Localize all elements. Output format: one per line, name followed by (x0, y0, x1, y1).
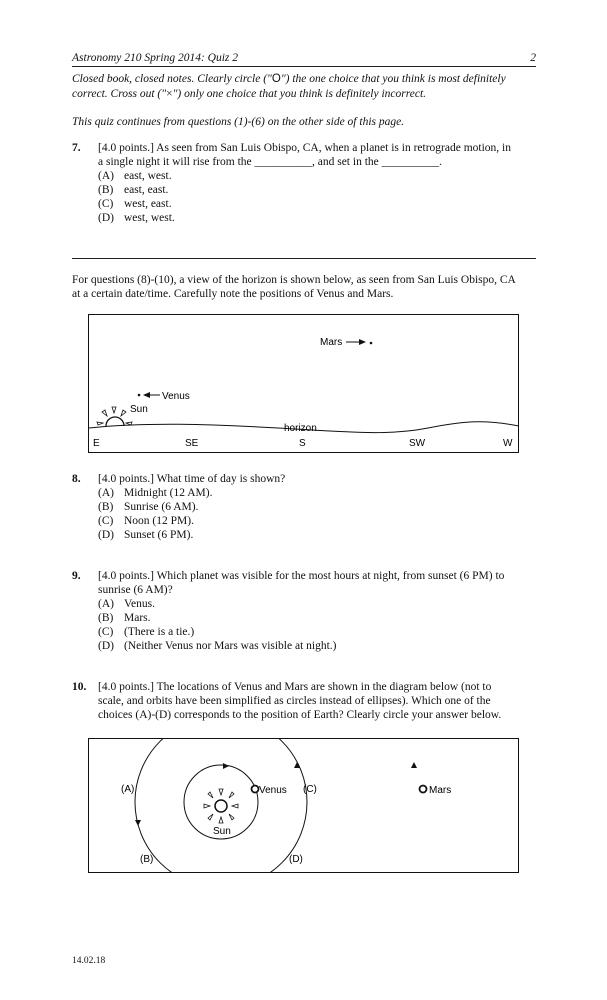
direction-w: W (503, 438, 513, 449)
question-number: 9. (72, 570, 81, 582)
mars-label: Mars (320, 337, 343, 348)
option-label: (C) (98, 626, 114, 638)
instr-text: Closed book, closed notes. Clearly circle (" (72, 73, 272, 85)
sun-label: Sun (130, 404, 148, 415)
diagram-frame (89, 739, 519, 873)
instructions-line-2 (72, 87, 542, 102)
venus-dot (138, 394, 141, 397)
option-text: Sunset (6 PM). (124, 529, 194, 541)
option-label: (B) (98, 501, 114, 513)
option-c[interactable] (98, 514, 542, 528)
option-label: (C) (98, 198, 114, 210)
continuation-note: This quiz continues from questions (1)-(6) on the other side of this page. (72, 116, 405, 128)
cross-symbol: × (166, 88, 173, 100)
instr-text: correct. Cross out (" (72, 88, 167, 100)
option-text: (There is a tie.) (124, 626, 195, 638)
option-label: (A) (98, 598, 114, 610)
venus-label: Venus (259, 785, 287, 796)
section-divider (72, 258, 536, 259)
option-text: east, west. (124, 170, 172, 182)
question-line: choices (A)-(D) corresponds to the position of Earth? Clearly circle your answer below. (98, 709, 502, 721)
page-header (72, 52, 536, 67)
option-b[interactable] (98, 611, 542, 625)
option-label: (C) (98, 515, 114, 527)
question-9 (72, 569, 542, 653)
direction-sw: SW (409, 438, 426, 449)
intro-line: at a certain date/time. Carefully note the positions of Venus and Mars. (72, 288, 394, 300)
option-text: Midnight (12 AM). (124, 487, 213, 499)
venus-label: Venus (162, 391, 190, 402)
direction-se: SE (185, 438, 199, 449)
option-label: (D) (98, 529, 114, 541)
question-10 (72, 680, 542, 722)
venus-planet (252, 786, 259, 793)
mars-orbit-arrow (411, 762, 417, 768)
question-text (98, 680, 542, 722)
sun-label: Sun (213, 826, 231, 837)
horizon-diagram (88, 314, 520, 454)
question-number: 7. (72, 142, 81, 154)
option-text: Venus. (124, 598, 155, 610)
option-a[interactable] (98, 486, 542, 500)
option-label: (A) (98, 487, 114, 499)
option-b[interactable] (98, 500, 542, 514)
option-label: (A) (98, 170, 114, 182)
question-text (98, 569, 542, 597)
direction-s: S (299, 438, 306, 449)
option-d[interactable] (98, 528, 542, 542)
sun-icon (204, 789, 238, 823)
question-line: [4.0 points.] The locations of Venus and Mars are shown in the diagram below (not to (98, 681, 492, 693)
mars-arrowhead (359, 339, 366, 345)
choice-d-label[interactable]: (D) (289, 854, 303, 865)
option-c[interactable] (98, 197, 542, 211)
mars-planet (420, 786, 427, 793)
intro-questions-8-10 (72, 273, 542, 301)
circle-symbol: O (271, 73, 281, 85)
question-line: scale, and orbits have been simplified as circles instead of ellipses). Which one of the (98, 695, 491, 707)
option-text: (Neither Venus nor Mars was visible at night.) (124, 640, 337, 652)
option-d[interactable] (98, 211, 542, 225)
option-label: (B) (98, 184, 114, 196)
question-line: a single night it will rise from the __________, and set in the __________. (98, 156, 443, 168)
direction-e: E (93, 438, 100, 449)
option-label: (D) (98, 640, 114, 652)
question-text (98, 141, 542, 169)
option-a[interactable] (98, 597, 542, 611)
header-title: Astronomy 210 Spring 2014: Quiz 2 (72, 52, 239, 64)
instructions-line-1 (72, 72, 542, 87)
question-number: 8. (72, 473, 81, 485)
orbit-diagram (88, 738, 520, 874)
earth-orbit-arrow-left (135, 820, 141, 826)
option-label: (B) (98, 612, 114, 624)
question-line: [4.0 points.] Which planet was visible for the most hours at night, from sunset (6 PM) to (98, 570, 505, 582)
choice-b-label[interactable]: (B) (140, 854, 154, 865)
choice-a-label[interactable]: (A) (121, 784, 135, 795)
page-number: 2 (530, 52, 536, 64)
question-8 (72, 472, 542, 542)
instr-text: ") the one choice that you think is most definitely (280, 73, 506, 85)
option-text: west, east. (124, 198, 172, 210)
question-text: [4.0 points.] What time of day is shown? (98, 473, 286, 485)
question-line: [4.0 points.] As seen from San Luis Obispo, CA, when a planet is in retrograde motion, in (98, 142, 511, 154)
horizon-label: horizon (284, 423, 317, 434)
option-text: west, west. (124, 212, 175, 224)
question-line: sunrise (6 AM)? (98, 584, 173, 596)
option-b[interactable] (98, 183, 542, 197)
choice-c-label[interactable]: (C) (303, 784, 317, 795)
option-label: (D) (98, 212, 114, 224)
option-text: Mars. (124, 612, 151, 624)
venus-orbit-arrow (223, 763, 229, 769)
option-d[interactable] (98, 639, 542, 653)
sun-icon (97, 407, 132, 426)
instructions (72, 72, 542, 102)
instr-text: ") only one choice that you think is definitely incorrect. (172, 88, 427, 100)
option-text: Sunrise (6 AM). (124, 501, 199, 513)
option-a[interactable] (98, 169, 542, 183)
option-c[interactable] (98, 625, 542, 639)
option-text: Noon (12 PM). (124, 515, 194, 527)
mars-dot (370, 342, 373, 345)
footer-date: 14.02.18 (72, 956, 106, 966)
option-text: east, east. (124, 184, 169, 196)
question-7 (72, 141, 542, 225)
intro-line: For questions (8)-(10), a view of the horizon is shown below, as seen from San Luis Obispo, CA (72, 274, 516, 286)
earth-orbit (135, 738, 307, 874)
question-number: 10. (72, 681, 87, 693)
mars-label: Mars (429, 785, 452, 796)
